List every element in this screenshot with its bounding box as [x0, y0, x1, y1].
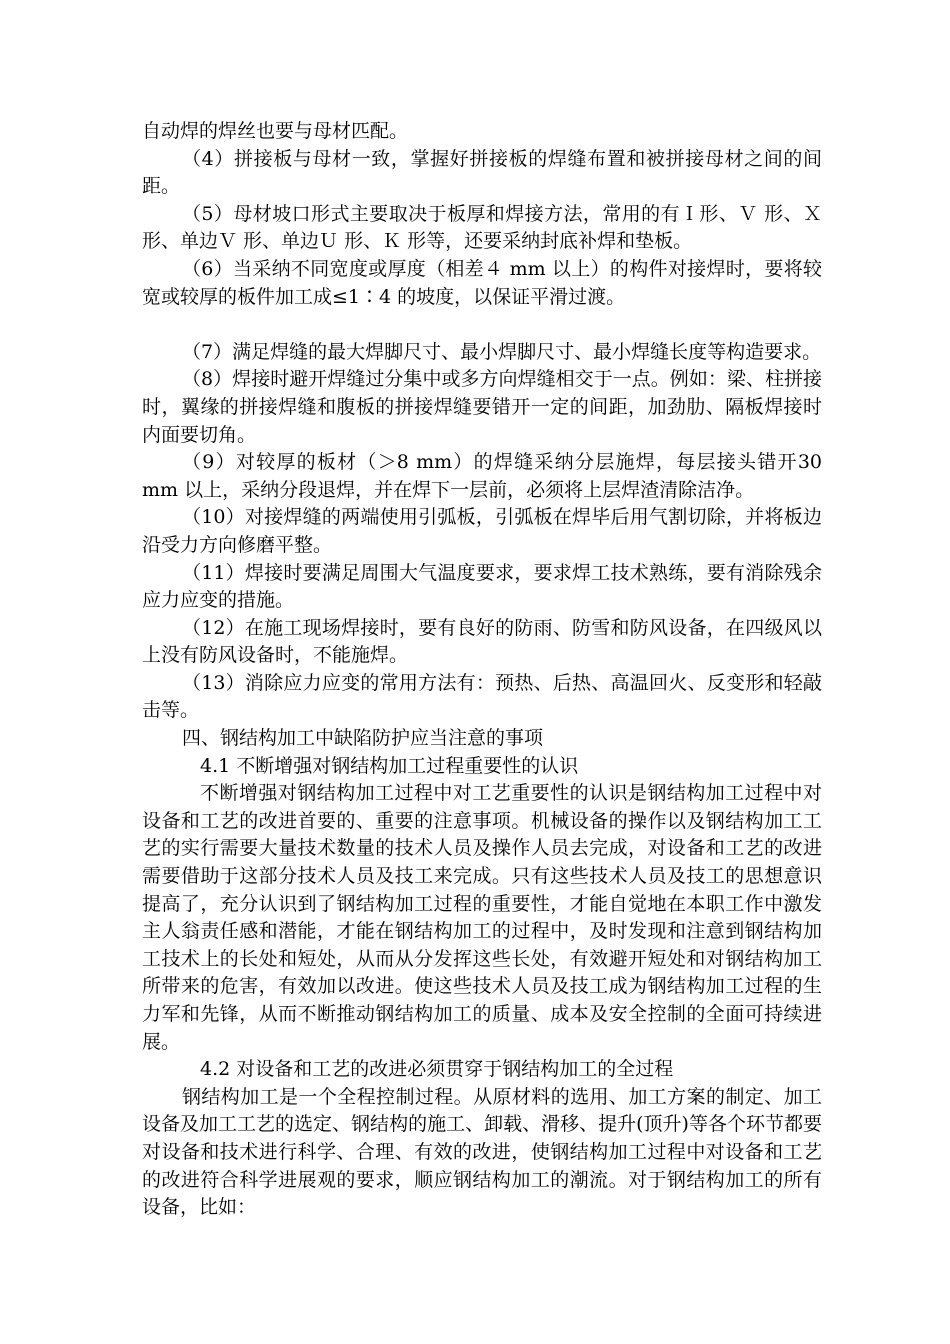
paragraph-item-9: （9）对较厚的板材（＞8 mm）的焊缝采纳分层施焊，每层接头错开30 mm 以上，采纳分段退焊，并在焊下一层前，必须将上层焊渣清除洁净。	[142, 451, 822, 501]
document-body	[142, 118, 822, 1222]
paragraph-item-10: （10）对接焊缝的两端使用引弧板，引弧板在焊毕后用气割切除，并将板边沿受力方向修磨平整。	[142, 506, 822, 556]
paragraph-4-1-body: 不断增强对钢结构加工过程中对工艺重要性的认识是钢结构加工过程中对设备和工艺的改进首要的、重要的注意事项。机械设备的操作以及钢结构加工工艺的实行需要大量技术数量的技术人员及操作人员去完成，对设备和工艺的改进需要借助于这部分技术人员及技工来完成。只有这些技术人员及技工的思想意识提高了，充分认识到了钢结构加工过程的重要性，才能自觉地在本职工作中激发主人翁责任感和潜能，才能在钢结构加工的过程中，及时发现和注意到钢结构加工技术上的长处和短处，从而从分发挥这些长处，有效避开短处和对钢结构加工所带来的危害，有效加以改进。使这些技术人员及技工成为钢结构加工过程的生力军和先锋，从而不断推动钢结构加工的质量、成本及安全控制的全面可持续进展。	[142, 782, 822, 1053]
paragraph-item-8: （8）焊接时避开焊缝过分集中或多方向焊缝相交于一点。例如：梁、柱拼接时，翼缘的拼接焊缝和腹板的拼接焊缝要错开一定的间距，加劲肋、隔板焊接时内面要切角。	[142, 368, 822, 446]
section-heading-4: 四、钢结构加工中缺陷防护应当注意的事项	[182, 727, 544, 750]
paragraph-item-13: （13）消除应力应变的常用方法有：预热、后热、高温回火、反变形和轻敲击等。	[142, 671, 822, 722]
paragraph-item-4: （4）拼接板与母材一致，掌握好拼接板的焊缝布置和被拼接母材之间的间距。	[142, 147, 822, 198]
paragraph-4-2-body: 钢结构加工是一个全程控制过程。从原材料的选用、加工方案的制定、加工设备及加工工艺的选定、钢结构的施工、卸载、滑移、提升(顶升)等各个环节都要对设备和技术进行科学、合理、有效的改进，使钢结构加工过程中对设备和工艺的改进符合科学进展观的要求，顺应钢结构加工的潮流。对于钢结构加工的所有设备，比如：	[142, 1085, 822, 1219]
paragraph-item-7: （7）满足焊缝的最大焊脚尺寸、最小焊脚尺寸、最小焊缝长度等构造要求。	[182, 340, 822, 363]
paragraph-item-5: （5）母材坡口形式主要取决于板厚和焊接方法，常用的有Ｉ形、Ｖ 形、Ｘ 形、单边Ｖ 形、单边Ｕ 形、Ｋ 形等，还要采纳封底补焊和垫板。	[142, 202, 822, 253]
paragraph-item-6: （6）当采纳不同宽度或厚度（相差４ mm 以上）的构件对接焊时，要将较宽或较厚的板件加工成≤1∶4 的坡度，以保证平滑过渡。	[142, 257, 822, 308]
subsection-heading-4-1: 4.1 不断增强对钢结构加工过程重要性的认识	[200, 754, 579, 777]
paragraph-item-11: （11）焊接时要满足周围大气温度要求，要求焊工技术熟练，要有消除残余应力应变的措施。	[142, 561, 822, 612]
paragraph-item-12: （12）在施工现场焊接时，要有良好的防雨、防雪和防风设备，在四级风以上没有防风设备时，不能施焊。	[142, 616, 822, 667]
blank-line	[142, 311, 822, 339]
subsection-heading-4-2: 4.2 对设备和工艺的改进必须贯穿于钢结构加工的全过程	[200, 1058, 674, 1081]
paragraph-continuation: 自动焊的焊丝也要与母材匹配。	[142, 120, 409, 142]
